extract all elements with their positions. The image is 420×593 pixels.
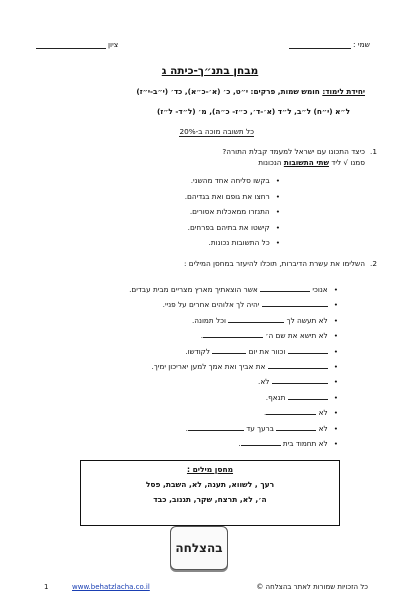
commandment-item <box>129 344 338 359</box>
item-text: אשר הוצאתיך מארץ מצריים מבית עבדים. <box>129 285 261 294</box>
question-2-number: 2. <box>370 259 377 268</box>
blank-line[interactable] <box>260 284 310 292</box>
blank-line[interactable] <box>212 346 246 354</box>
blank-line[interactable] <box>241 438 281 446</box>
item-text: . <box>200 331 204 341</box>
page-title: מבחן בתנ״ך-כיתה ג <box>161 65 259 77</box>
blank-line[interactable] <box>276 423 316 431</box>
item-text: יהיה לך אלוהים אחרים על פניי. <box>162 300 262 310</box>
word-bank-line: ה׳, לא, תרצח, שקר, תגנוב, כבד <box>153 495 267 504</box>
word-bank <box>80 460 340 526</box>
option-item[interactable]: • התנזרו ממאכלות אסורים. <box>185 204 280 220</box>
instruction-emphasis: שתי התשובות <box>283 158 330 167</box>
item-text: אנוכי <box>310 285 328 294</box>
blank-line[interactable] <box>185 423 244 433</box>
study-unit <box>40 87 365 96</box>
blank-line[interactable] <box>228 315 284 323</box>
option-item[interactable]: • בקשו סליחה אחד מהשני. <box>185 173 280 189</box>
name-label: שמי : <box>353 40 370 49</box>
option-item[interactable]: • קישטו את בתיהם בפרחים. <box>185 220 280 236</box>
item-text: לא תעשה לך <box>284 315 328 325</box>
question-1-number: 1. <box>370 147 377 156</box>
commandment-item <box>129 405 338 420</box>
blank-line[interactable] <box>288 392 328 400</box>
scoring-note: כל תשובה מוכה ב-20% <box>179 127 254 136</box>
question-1-options <box>185 173 280 251</box>
commandment-item <box>129 359 338 374</box>
footer-copyright: כל הזכויות שמורות לאתר בהצלחה © <box>256 583 368 591</box>
commandment-item <box>129 328 338 343</box>
question-1-instruction <box>40 157 365 168</box>
page-number: 1 <box>44 583 49 591</box>
word-bank-title: מחסן מילים : <box>186 465 234 474</box>
study-unit-text: חומש שמות, פרקים: י״ט, כ׳ (א׳-כ״א), כד׳ (י״ב-י״ז) <box>136 87 323 96</box>
item-text: ברעך עד <box>243 423 277 433</box>
study-unit-label: יחידת לימוד: <box>322 87 365 96</box>
blank-line[interactable] <box>264 407 316 418</box>
behatzlacha-logo <box>170 526 228 570</box>
item-text: לא תישא את שם ה׳ <box>263 331 328 341</box>
commandment-item <box>129 436 338 451</box>
item-text: לא. <box>258 377 272 387</box>
commandment-item <box>129 390 338 405</box>
item-text: את אביך ואת אמך למען יאריכון ימיך. <box>151 362 268 372</box>
item-text: לא <box>316 423 328 433</box>
grade-label: ציון <box>108 40 119 49</box>
commandment-item <box>129 313 338 328</box>
option-item[interactable]: • רחצו את גופם ואת בגדיהם. <box>185 189 280 205</box>
option-item[interactable]: • כל התשובות נכונות. <box>185 235 280 251</box>
item-text: לקודשו. <box>185 346 213 356</box>
item-text: וכוור את יום <box>246 346 288 356</box>
item-text: . <box>238 439 241 449</box>
item-text: וכל תמונה. <box>191 315 229 325</box>
item-text: תנאף. <box>265 392 288 402</box>
question-2 <box>40 258 377 269</box>
name-line[interactable] <box>289 41 351 49</box>
commandments-list <box>129 282 338 451</box>
question-2-text: השלימו את עשרת הדיברות, תוכלו להיעזר במחסן המילים : <box>183 259 365 268</box>
commandment-item <box>129 297 338 312</box>
commandment-item <box>129 282 338 297</box>
logo-text: בהצלחה <box>175 541 223 555</box>
name-field <box>289 40 370 49</box>
blank-line[interactable] <box>200 330 263 341</box>
header-row <box>36 40 370 49</box>
blank-line[interactable] <box>268 361 328 369</box>
instruction-text-end: הנכונות <box>258 158 284 167</box>
word-bank-line: רעך , לשווא, תענה, לא, השבת, פסל <box>145 480 275 489</box>
blank-line[interactable] <box>262 299 328 307</box>
study-unit-continued: ל״א (י״ח) ל״ב, ל״ד (א׳-ד׳, כ״ז- כ״ה), מ׳ (ל״ד- ל״ז) <box>156 107 350 116</box>
item-text: . <box>185 423 188 433</box>
commandment-item <box>129 421 338 436</box>
instruction-text: סמנו √ ליד <box>329 158 365 167</box>
footer-link[interactable]: www.behatzlacha.co.il <box>72 583 150 591</box>
grade-field <box>36 40 118 49</box>
blank-line[interactable] <box>272 376 328 384</box>
item-text: . <box>264 408 267 418</box>
grade-line[interactable] <box>36 41 106 49</box>
item-text: לא תחמוד בית <box>280 439 328 449</box>
item-text: לא <box>316 408 328 418</box>
question-1 <box>40 146 377 157</box>
question-1-text: כיצד התכונו עם ישראל למעמד קבלת התורה? <box>222 147 365 156</box>
blank-line[interactable] <box>288 346 328 354</box>
commandment-item <box>129 374 338 389</box>
